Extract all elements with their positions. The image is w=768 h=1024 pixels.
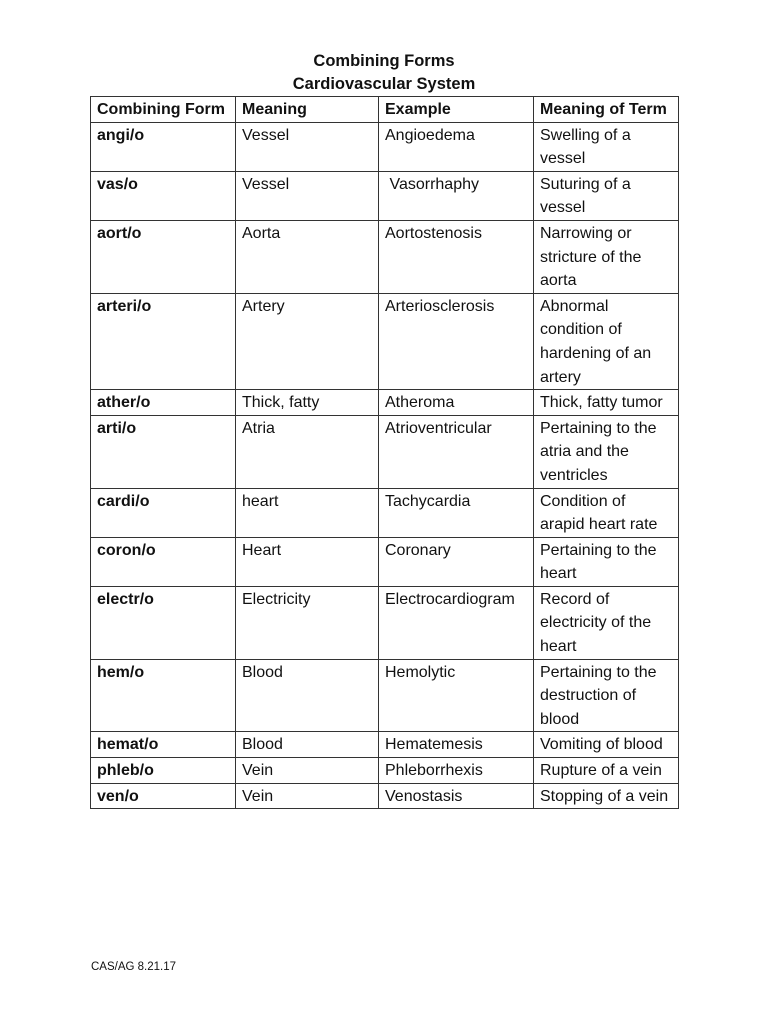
example-cell: Hemolytic: [379, 659, 534, 732]
document-header: [0, 50, 768, 96]
combining-form-cell: arteri/o: [91, 293, 236, 389]
example-cell: Aortostenosis: [379, 220, 534, 293]
example-cell: Phleborrhexis: [379, 758, 534, 784]
table-row: [91, 293, 679, 389]
term-meaning-cell: Condition of arapid heart rate: [534, 488, 679, 537]
term-meaning-cell: Rupture of a vein: [534, 758, 679, 784]
term-meaning-cell: Pertaining to the atria and the ventricles: [534, 415, 679, 488]
combining-form-cell: hemat/o: [91, 732, 236, 758]
term-meaning-cell: Suturing of a vessel: [534, 171, 679, 220]
meaning-cell: Vein: [236, 758, 379, 784]
table-row: [91, 659, 679, 732]
term-meaning-cell: Swelling of a vessel: [534, 122, 679, 171]
example-cell: Atrioventricular: [379, 415, 534, 488]
example-cell: Atheroma: [379, 390, 534, 416]
combining-form-cell: angi/o: [91, 122, 236, 171]
combining-forms-table: [90, 96, 679, 809]
meaning-cell: heart: [236, 488, 379, 537]
combining-form-cell: aort/o: [91, 220, 236, 293]
footer-note: CAS/AG 8.21.17: [91, 961, 177, 973]
meaning-cell: Artery: [236, 293, 379, 389]
meaning-cell: Vessel: [236, 122, 379, 171]
table-row: [91, 758, 679, 784]
column-header: Combining Form: [91, 97, 236, 123]
example-cell: Tachycardia: [379, 488, 534, 537]
combining-form-cell: phleb/o: [91, 758, 236, 784]
meaning-cell: Blood: [236, 659, 379, 732]
meaning-cell: Electricity: [236, 586, 379, 659]
term-meaning-cell: Thick, fatty tumor: [534, 390, 679, 416]
table-row: [91, 415, 679, 488]
combining-form-cell: hem/o: [91, 659, 236, 732]
meaning-cell: Thick, fatty: [236, 390, 379, 416]
combining-form-cell: vas/o: [91, 171, 236, 220]
example-cell: Venostasis: [379, 783, 534, 809]
meaning-cell: Blood: [236, 732, 379, 758]
meaning-cell: Vein: [236, 783, 379, 809]
combining-form-cell: electr/o: [91, 586, 236, 659]
page-title: Combining Forms: [313, 52, 455, 70]
table-row: [91, 220, 679, 293]
table-row: [91, 488, 679, 537]
table-row: [91, 783, 679, 809]
table-row: [91, 732, 679, 758]
combining-form-cell: arti/o: [91, 415, 236, 488]
term-meaning-cell: Vomiting of blood: [534, 732, 679, 758]
term-meaning-cell: Narrowing or stricture of the aorta: [534, 220, 679, 293]
column-header: Meaning of Term: [534, 97, 679, 123]
example-cell: Vasorrhaphy: [379, 171, 534, 220]
table-row: [91, 171, 679, 220]
term-meaning-cell: Abnormal condition of hardening of an artery: [534, 293, 679, 389]
table-row: [91, 586, 679, 659]
meaning-cell: Heart: [236, 537, 379, 586]
term-meaning-cell: Pertaining to the destruction of blood: [534, 659, 679, 732]
table-row: [91, 537, 679, 586]
meaning-cell: Aorta: [236, 220, 379, 293]
column-header: Meaning: [236, 97, 379, 123]
meaning-cell: Vessel: [236, 171, 379, 220]
example-cell: Electrocardiogram: [379, 586, 534, 659]
example-cell: Hematemesis: [379, 732, 534, 758]
column-header: Example: [379, 97, 534, 123]
combining-form-cell: ather/o: [91, 390, 236, 416]
combining-form-cell: coron/o: [91, 537, 236, 586]
example-cell: Angioedema: [379, 122, 534, 171]
combining-form-cell: cardi/o: [91, 488, 236, 537]
meaning-cell: Atria: [236, 415, 379, 488]
example-cell: Coronary: [379, 537, 534, 586]
term-meaning-cell: Record of electricity of the heart: [534, 586, 679, 659]
term-meaning-cell: Stopping of a vein: [534, 783, 679, 809]
combining-form-cell: ven/o: [91, 783, 236, 809]
page-subtitle: Cardiovascular System: [292, 75, 476, 93]
table-header-row: [91, 97, 679, 123]
example-cell: Arteriosclerosis: [379, 293, 534, 389]
term-meaning-cell: Pertaining to the heart: [534, 537, 679, 586]
table-row: [91, 122, 679, 171]
table-row: [91, 390, 679, 416]
